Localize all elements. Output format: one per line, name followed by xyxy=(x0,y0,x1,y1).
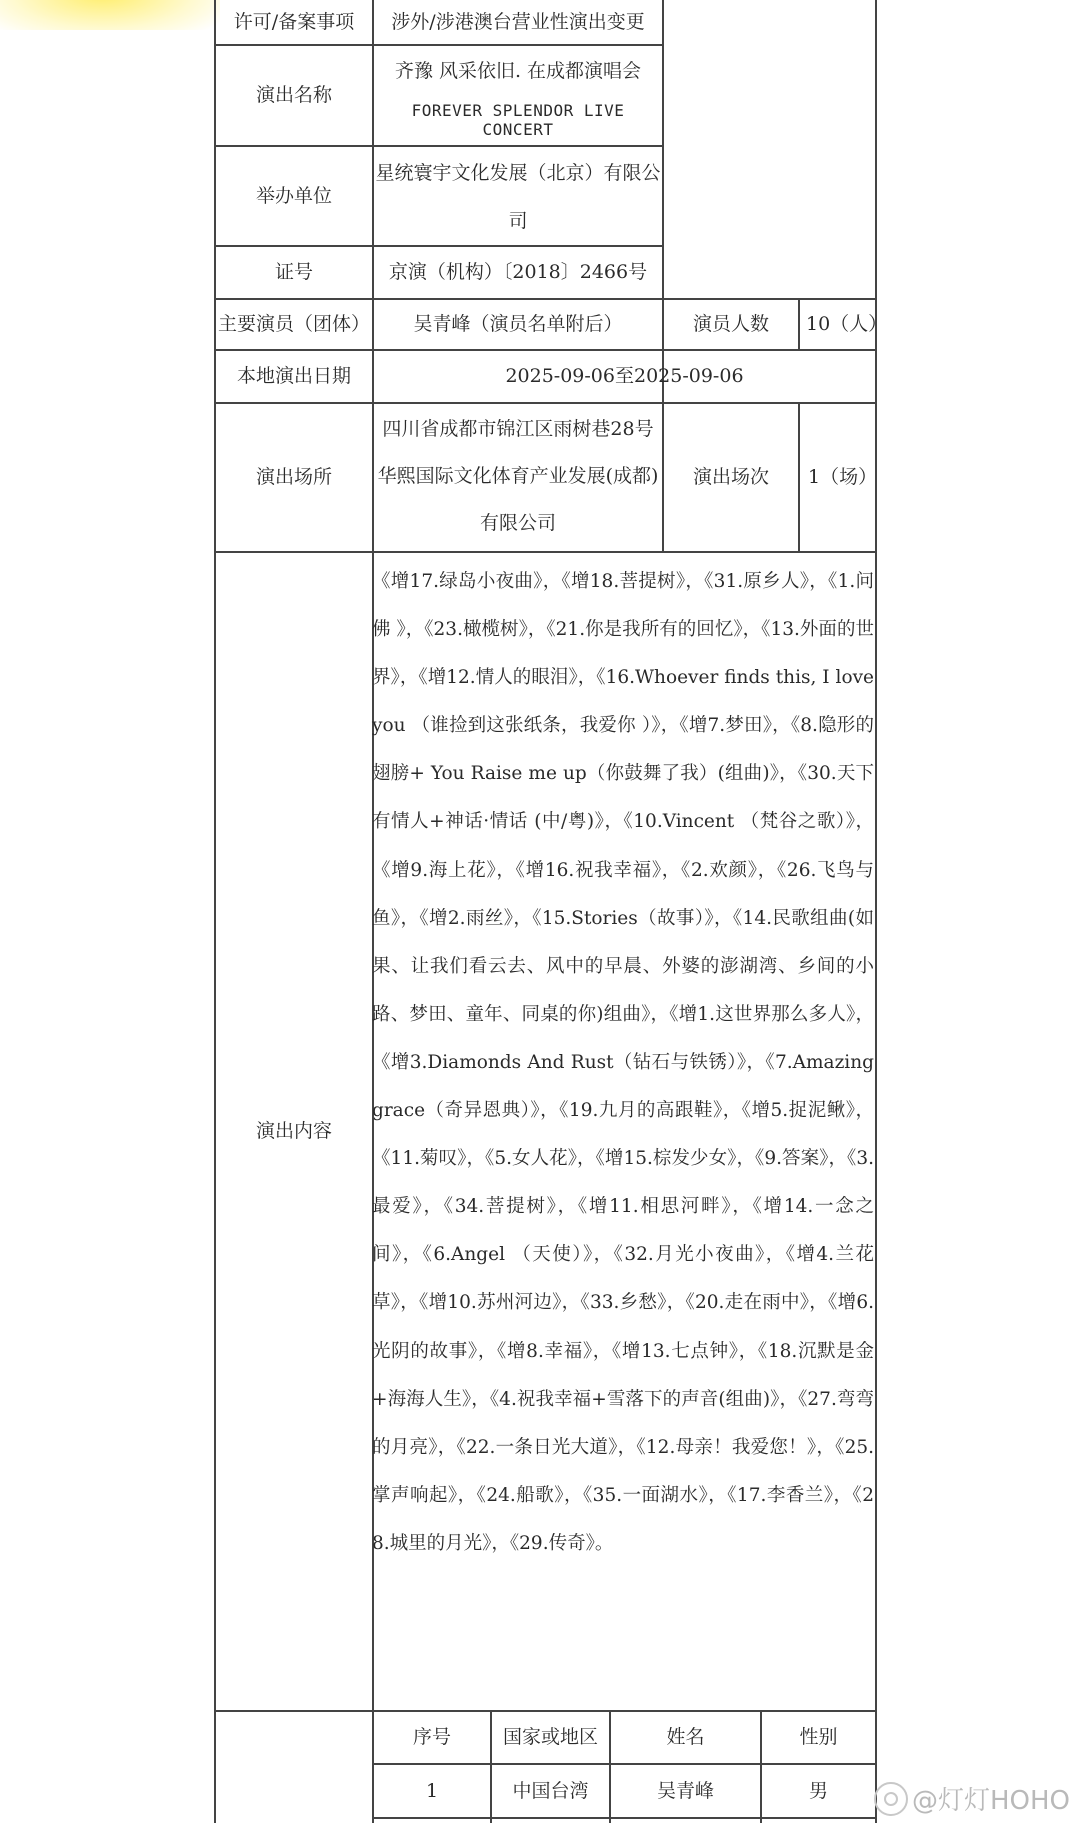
roster-header-name: 姓名 xyxy=(666,1726,705,1749)
roster-cell-gender: 男 xyxy=(808,1779,828,1802)
performers-label: 主要演员（团体） xyxy=(217,313,370,336)
watermark xyxy=(874,1780,1070,1817)
roster-header-region: 国家或地区 xyxy=(502,1726,598,1749)
roster-cell-index: 1 xyxy=(425,1779,439,1802)
roster-header-index: 序号 xyxy=(412,1726,451,1749)
permit-table xyxy=(214,0,888,1823)
program-list: 《增17.绿岛小夜曲》，《增18.菩提树》，《31.原乡人》，《1.问佛 》，《23.橄榄树》，《21.你是我所有的回忆》，《13.外面的世界》，《增12.情人的眼泪》，《16.Whoever finds this, I love you （谁捡到这张纸条，我爱你 ）》，《增7.梦田》，《8.隐形的翅膀+ You Raise me up（你鼓舞了我）(组曲)》，《30.天下有情人+神话·情话 (中/粤)》，《10.Vincent （梵谷之歌）》，《增9.海上花》，《增16.祝我幸福》，《2.欢颜》，《26.飞鸟与鱼》，《增2.雨丝》，《15.Stories（故事）》，《14.民歌组曲(如果、让我们看云去、风中的早晨、外婆的澎湖湾、乡间的小路、梦田、童年、同桌的你)组曲》，《增1.这世界那么多人》，《增3.Diamonds And Rust（钻石与铁锈）》，《7.Amazing grace（奇异恩典）》，《19.九月的高跟鞋》，《增5.捉泥鳅》，《11.菊叹》，《5.女人花》，《增15.棕发少女》，《9.答案》，《3.最爱》，《34.菩提树》，《增11.相思河畔》，《增14.一念之间》，《6.Angel （天使）》，《32.月光小夜曲》，《增4.兰花草》，《增10.苏州河边》，《33.乡愁》，《20.走在雨中》，《增6.光阴的故事》，《增8.幸福》，《增13.七点钟》，《18.沉默是金+海海人生》，《4.祝我幸福+雪落下的声音(组曲)》，《27.弯弯的月亮》，《22.一条日光大道》，《12.母亲！我爱您！》，《25.掌声响起》，《24.船歌》，《35.一面湖水》，《17.李香兰》，《28.城里的月光》，《29.传奇》。 xyxy=(372,571,874,1554)
venue-label: 演出场所 xyxy=(255,466,332,489)
permit-label: 许可/备案事项 xyxy=(233,10,355,33)
weibo-logo-icon xyxy=(874,1782,908,1816)
sessions-value: 1（场） xyxy=(808,466,878,489)
performer-count-label: 演员人数 xyxy=(692,313,769,336)
performer-count-value: 10（人） xyxy=(806,313,888,336)
date-label: 本地演出日期 xyxy=(236,365,351,388)
organizer-value: 星统寰宇文化发展（北京）有限公司 xyxy=(375,162,661,232)
date-value: 2025-09-06至2025-09-06 xyxy=(505,365,744,388)
show-name-en: FOREVER SPLENDOR LIVE CONCERT xyxy=(411,100,625,139)
show-name-label: 演出名称 xyxy=(255,84,332,107)
roster-cell-region: 中国台湾 xyxy=(512,1779,589,1802)
performers-value: 吴青峰（演员名单附后） xyxy=(413,313,623,336)
venue-value: 四川省成都市锦江区雨树巷28号华熙国际文化体育产业发展(成都)有限公司 xyxy=(377,418,659,534)
highlight-glow xyxy=(0,0,220,30)
license-label: 证号 xyxy=(274,261,313,284)
content-label: 演出内容 xyxy=(255,1120,332,1143)
organizer-label: 举办单位 xyxy=(255,184,332,207)
permit-value: 涉外/涉港澳台营业性演出变更 xyxy=(391,10,645,33)
show-name-cn: 齐豫 风采依旧. 在成都演唱会 xyxy=(394,59,642,82)
watermark-text: @灯灯HOHO xyxy=(911,1786,1070,1816)
license-value: 京演（机构）〔2018〕2466号 xyxy=(388,261,648,284)
sessions-label: 演出场次 xyxy=(692,466,769,489)
roster-cell-name: 吴青峰 xyxy=(656,1779,714,1802)
roster-header-gender: 性别 xyxy=(799,1726,838,1749)
